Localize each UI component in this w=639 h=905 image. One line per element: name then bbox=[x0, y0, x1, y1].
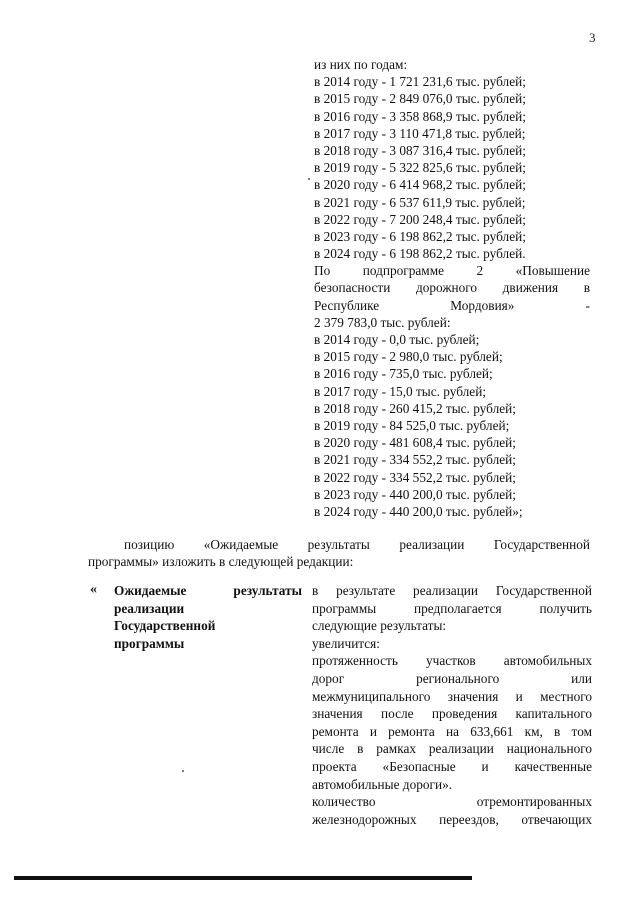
left-cell-line: реализации bbox=[114, 600, 185, 616]
subprogram-year-line: в 2015 году - 2 980,0 тыс. рублей; bbox=[314, 349, 503, 365]
subprogram-year-line: в 2022 году - 334 552,2 тыс. рублей; bbox=[314, 469, 516, 485]
subprogram-title-line: По подпрограмме 2 «Повышение bbox=[314, 263, 590, 279]
year-funding-line: в 2017 году - 3 110 471,8 тыс. рублей; bbox=[314, 125, 526, 141]
right-cell-line: числе в рамках реализации национального bbox=[312, 741, 592, 757]
funding-by-year-block bbox=[314, 56, 590, 520]
right-cell-line: дорог регионального или bbox=[312, 670, 592, 686]
year-funding-line: в 2014 году - 1 721 231,6 тыс. рублей; bbox=[314, 74, 526, 90]
right-cell-line: автомобильные дороги». bbox=[312, 776, 453, 792]
year-funding-line: в 2023 году - 6 198 862,2 тыс. рублей; bbox=[314, 228, 526, 244]
right-cell-line: межмуниципального значения и местного bbox=[312, 688, 592, 704]
right-cell-line: следующие результаты: bbox=[312, 618, 447, 634]
table-left-cell bbox=[114, 582, 302, 652]
subprogram-year-line: в 2014 году - 0,0 тыс. рублей; bbox=[314, 332, 480, 347]
subprogram-year-line: в 2021 году - 334 552,2 тыс. рублей; bbox=[314, 452, 516, 468]
year-funding-line: в 2024 году - 6 198 862,2 тыс. рублей. bbox=[314, 246, 526, 262]
intro-line: позицию «Ожидаемые результаты реализации Государственной bbox=[124, 537, 590, 552]
amendment-intro-paragraph bbox=[88, 536, 590, 570]
subprogram-year-line: в 2024 году - 440 200,0 тыс. рублей»; bbox=[314, 503, 523, 519]
left-cell-line: Ожидаемые результаты bbox=[114, 583, 302, 598]
subprogram-title-line: Республике Мордовия» - bbox=[314, 297, 590, 313]
year-funding-line: в 2020 году - 6 414 968,2 тыс. рублей; bbox=[314, 177, 526, 193]
year-funding-line: в 2018 году - 3 087 316,4 тыс. рублей; bbox=[314, 142, 526, 158]
year-funding-line: в 2021 году - 6 537 611,9 тыс. рублей; bbox=[314, 194, 526, 210]
table-right-cell bbox=[312, 582, 592, 828]
right-cell-line: в результате реализации Государственной bbox=[312, 583, 592, 598]
scan-speck bbox=[308, 178, 310, 180]
left-cell-line: Государственной bbox=[114, 618, 216, 634]
year-funding-line: в 2016 году - 3 358 868,9 тыс. рублей; bbox=[314, 108, 526, 124]
subprogram-year-line: в 2019 году - 84 525,0 тыс. рублей; bbox=[314, 417, 510, 433]
text-line: из них по годам: bbox=[314, 57, 408, 72]
year-funding-line: в 2019 году - 5 322 825,6 тыс. рублей; bbox=[314, 160, 526, 176]
opening-quote-mark: « bbox=[90, 582, 97, 597]
right-cell-line: значения после проведения капитального bbox=[312, 706, 592, 722]
right-cell-line: увеличится: bbox=[312, 635, 380, 651]
subprogram-year-line: в 2020 году - 481 608,4 тыс. рублей; bbox=[314, 435, 516, 451]
right-cell-line: проекта «Безопасные и качественные bbox=[312, 758, 592, 774]
right-cell-line: протяженность участков автомобильных bbox=[312, 653, 592, 669]
intro-line: программы» изложить в следующей редакции: bbox=[88, 554, 354, 570]
subprogram-total-line: 2 379 783,0 тыс. рублей: bbox=[314, 314, 451, 330]
subprogram-year-line: в 2017 году - 15,0 тыс. рублей; bbox=[314, 383, 487, 399]
page-number: 3 bbox=[589, 30, 596, 45]
subprogram-year-line: в 2018 году - 260 415,2 тыс. рублей; bbox=[314, 400, 516, 416]
right-cell-line: ремонта и ремонта на 633,661 км, в том bbox=[312, 723, 592, 739]
scan-speck bbox=[182, 770, 184, 772]
subprogram-year-line: в 2016 году - 735,0 тыс. рублей; bbox=[314, 366, 493, 382]
subprogram-year-line: в 2023 году - 440 200,0 тыс. рублей; bbox=[314, 486, 516, 502]
subprogram-title-line: безопасности дорожного движения в bbox=[314, 280, 590, 296]
scan-edge-bar bbox=[14, 876, 472, 880]
left-cell-line: программы bbox=[114, 635, 185, 651]
year-funding-line: в 2015 году - 2 849 076,0 тыс. рублей; bbox=[314, 91, 526, 107]
right-cell-line: количество отремонтированных bbox=[312, 794, 592, 810]
right-cell-line: железнодорожных переездов, отвечающих bbox=[312, 811, 592, 827]
year-funding-line: в 2022 году - 7 200 248,4 тыс. рублей; bbox=[314, 211, 526, 227]
right-cell-line: программы предполагается получить bbox=[312, 600, 592, 616]
